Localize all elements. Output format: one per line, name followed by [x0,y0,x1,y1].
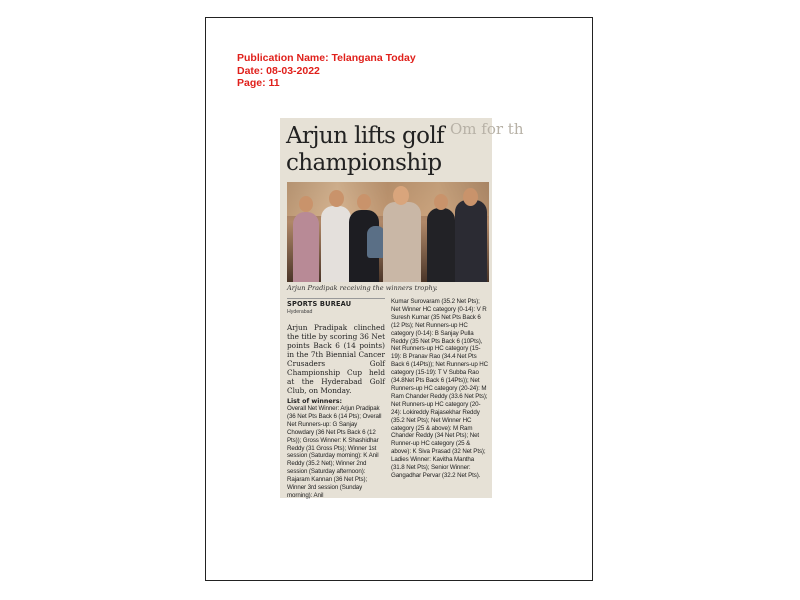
publication-page: Page: 11 [237,77,280,89]
photo-caption: Arjun Pradipak receiving the winners trophy. [287,284,438,292]
article-dateline: Hyderabad [287,309,313,315]
publication-date: Date: 08-03-2022 [237,64,320,77]
publication-info [237,52,416,90]
article-photo [287,182,489,282]
bleed-through-text: Om for th [450,120,524,138]
article-right-column [391,298,489,480]
article-left-column [287,298,385,500]
winners-list-heading: List of winners: [287,398,342,405]
newspaper-clipping [280,118,524,499]
article-lede: Arjun Pradipak clinched the title by scoring 36 Net points Back 6 (14 points) in the 7th Biennial Cancer Crusaders Golf Championship Cup held at the Hyderabad Golf Club, on Monday. [287,323,385,395]
article-byline: SPORTS BUREAU [287,298,385,308]
article-headline: Arjun lifts golf championship [286,123,445,176]
winners-list-left: Overall Net Winner: Arjun Pradipak (36 Net Pts Back 6 (14 Pts); Overall Net Runners-up: G Sanjay Chowdary (36 Net Pts Back 6 (12 Pts)); Gross Winner: K Shashidhar Reddy (31 Gross Pts); Winner 1st session (Saturday morning): K Anil Reddy (35.2 Net); Winner 2nd session (Saturday afternoon): Rajaram Kannan (36 Net Pts); Winner 3rd session (Sunday morning): Anil [287,405,382,499]
winners-list-right: Kumar Surovaram (35.2 Net Pts); Net Winner HC category (0-14): V R Suresh Kumar (35 Net Pts Back 6 (12 Pts); Net Runners-up HC category (0-14): B Sanjay Pulla Reddy (35 Net Pts Back 6 (10Pts), Net Runners-up HC category (15-19): B Pranav Rao (34.4 Net Pts Back 6 (14Pts)); Net Runners-up HC category (15-19): T V Subba Rao (34.8Net Pts Back 6 (14Pts)); Net Runners-up HC category (20-24): M Ram Chander Reddy (33.6 Net Pts); Net Runners-up HC category (20-24): Lokireddy Rajasekhar Reddy (35.2 Net Pts); Net Winner HC category (25 & above): M Ram Chander Reddy (34 Net Pts); Net Runner-up HC category (25 & above): K Siva Prasad (32 Net Pts); Ladies Winner: Kavitha Mantha (31.8 Net Pts); Senior Winner: Gangadhar Pervar (32.2 Net Pts). [391,298,489,479]
publication-name: Publication Name: Telangana Today [237,52,416,64]
